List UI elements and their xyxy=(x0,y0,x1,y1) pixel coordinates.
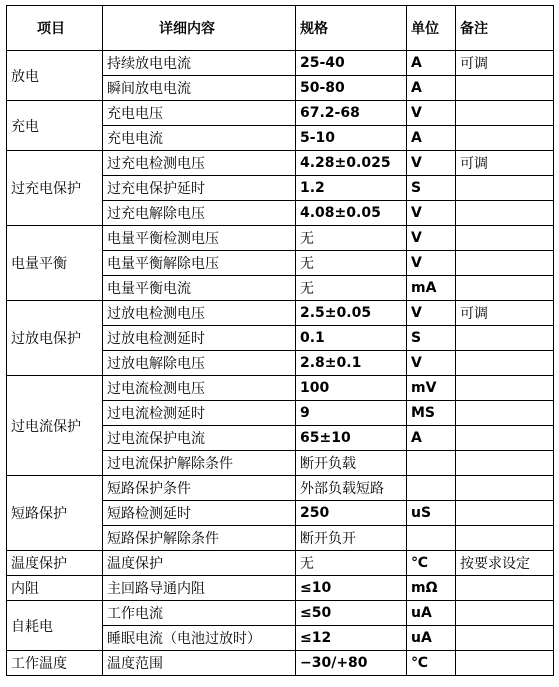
detail-cell: 过电流检测延时 xyxy=(103,401,296,426)
unit-cell: uA xyxy=(407,626,456,651)
table-row xyxy=(7,576,554,601)
spec-cell: 无 xyxy=(296,276,407,301)
table-row xyxy=(7,601,554,626)
note-cell xyxy=(456,376,554,401)
unit-cell xyxy=(407,451,456,476)
group-name-cell: 过放电保护 xyxy=(7,301,103,376)
unit-cell: V xyxy=(407,301,456,326)
detail-cell: 瞬间放电电流 xyxy=(103,76,296,101)
note-cell xyxy=(456,401,554,426)
unit-cell: V xyxy=(407,201,456,226)
unit-cell: A xyxy=(407,126,456,151)
table-row xyxy=(7,51,554,76)
unit-cell: MS xyxy=(407,401,456,426)
spec-cell: 无 xyxy=(296,251,407,276)
note-cell xyxy=(456,451,554,476)
spec-cell: 25-40 xyxy=(296,51,407,76)
spec-table-container xyxy=(6,5,554,676)
header-row xyxy=(7,6,554,51)
detail-cell: 电量平衡解除电压 xyxy=(103,251,296,276)
note-cell xyxy=(456,326,554,351)
unit-cell: V xyxy=(407,226,456,251)
unit-cell: ℃ xyxy=(407,551,456,576)
note-cell xyxy=(456,501,554,526)
group-name-cell: 温度保护 xyxy=(7,551,103,576)
spec-cell: 250 xyxy=(296,501,407,526)
detail-cell: 短路检测延时 xyxy=(103,501,296,526)
detail-cell: 睡眠电流（电池过放时） xyxy=(103,626,296,651)
spec-cell: 断开负开 xyxy=(296,526,407,551)
unit-cell xyxy=(407,526,456,551)
note-cell xyxy=(456,201,554,226)
unit-cell: mΩ xyxy=(407,576,456,601)
unit-cell: S xyxy=(407,326,456,351)
spec-cell: 无 xyxy=(296,551,407,576)
table-row xyxy=(7,151,554,176)
spec-cell: 2.5±0.05 xyxy=(296,301,407,326)
unit-cell: uA xyxy=(407,601,456,626)
detail-cell: 持续放电电流 xyxy=(103,51,296,76)
table-row xyxy=(7,476,554,501)
detail-cell: 短路保护条件 xyxy=(103,476,296,501)
note-cell xyxy=(456,426,554,451)
spec-cell: 50-80 xyxy=(296,76,407,101)
unit-cell: S xyxy=(407,176,456,201)
spec-cell: 1.2 xyxy=(296,176,407,201)
table-row xyxy=(7,651,554,676)
spec-cell: 65±10 xyxy=(296,426,407,451)
group-name-cell: 自耗电 xyxy=(7,601,103,651)
group-name-cell: 充电 xyxy=(7,101,103,151)
note-cell xyxy=(456,251,554,276)
table-row xyxy=(7,226,554,251)
note-cell xyxy=(456,176,554,201)
detail-cell: 电量平衡检测电压 xyxy=(103,226,296,251)
detail-cell: 电量平衡电流 xyxy=(103,276,296,301)
unit-cell: V xyxy=(407,251,456,276)
note-cell xyxy=(456,351,554,376)
detail-cell: 过电流检测电压 xyxy=(103,376,296,401)
detail-cell: 主回路导通内阻 xyxy=(103,576,296,601)
unit-cell xyxy=(407,476,456,501)
group-name-cell: 过充电保护 xyxy=(7,151,103,226)
unit-cell: ℃ xyxy=(407,651,456,676)
note-cell xyxy=(456,126,554,151)
unit-cell: V xyxy=(407,151,456,176)
unit-cell: V xyxy=(407,101,456,126)
spec-cell: 2.8±0.1 xyxy=(296,351,407,376)
spec-cell: 外部负载短路 xyxy=(296,476,407,501)
header-item: 项目 xyxy=(7,6,103,51)
detail-cell: 充电电压 xyxy=(103,101,296,126)
table-header xyxy=(7,6,554,51)
unit-cell: mA xyxy=(407,276,456,301)
unit-cell: mV xyxy=(407,376,456,401)
detail-cell: 过充电保护延时 xyxy=(103,176,296,201)
note-cell xyxy=(456,76,554,101)
group-name-cell: 放电 xyxy=(7,51,103,101)
note-cell xyxy=(456,651,554,676)
group-name-cell: 电量平衡 xyxy=(7,226,103,301)
unit-cell: A xyxy=(407,51,456,76)
spec-cell: 无 xyxy=(296,226,407,251)
note-cell xyxy=(456,526,554,551)
group-name-cell: 短路保护 xyxy=(7,476,103,551)
note-cell: 可调 xyxy=(456,151,554,176)
header-unit: 单位 xyxy=(407,6,456,51)
group-name-cell: 工作温度 xyxy=(7,651,103,676)
table-body xyxy=(7,51,554,676)
note-cell: 可调 xyxy=(456,51,554,76)
unit-cell: A xyxy=(407,76,456,101)
table-row xyxy=(7,551,554,576)
note-cell xyxy=(456,626,554,651)
unit-cell: uS xyxy=(407,501,456,526)
unit-cell: A xyxy=(407,426,456,451)
spec-cell: 5-10 xyxy=(296,126,407,151)
detail-cell: 短路保护解除条件 xyxy=(103,526,296,551)
spec-cell: 4.08±0.05 xyxy=(296,201,407,226)
note-cell xyxy=(456,576,554,601)
note-cell xyxy=(456,276,554,301)
spec-cell: 4.28±0.025 xyxy=(296,151,407,176)
spec-cell: 100 xyxy=(296,376,407,401)
group-name-cell: 内阻 xyxy=(7,576,103,601)
header-detail: 详细内容 xyxy=(103,6,296,51)
header-note: 备注 xyxy=(456,6,554,51)
detail-cell: 过放电检测电压 xyxy=(103,301,296,326)
header-spec: 规格 xyxy=(296,6,407,51)
spec-cell: −30/+80 xyxy=(296,651,407,676)
spec-cell: ≤10 xyxy=(296,576,407,601)
spec-cell: ≤12 xyxy=(296,626,407,651)
detail-cell: 充电电流 xyxy=(103,126,296,151)
table-row xyxy=(7,376,554,401)
detail-cell: 过电流保护解除条件 xyxy=(103,451,296,476)
spec-cell: 断开负载 xyxy=(296,451,407,476)
detail-cell: 过电流保护电流 xyxy=(103,426,296,451)
note-cell xyxy=(456,226,554,251)
battery-spec-table xyxy=(6,5,554,676)
spec-cell: ≤50 xyxy=(296,601,407,626)
note-cell: 可调 xyxy=(456,301,554,326)
table-row xyxy=(7,301,554,326)
unit-cell: V xyxy=(407,351,456,376)
detail-cell: 过放电检测延时 xyxy=(103,326,296,351)
detail-cell: 过放电解除电压 xyxy=(103,351,296,376)
note-cell xyxy=(456,476,554,501)
detail-cell: 温度保护 xyxy=(103,551,296,576)
spec-cell: 0.1 xyxy=(296,326,407,351)
spec-cell: 9 xyxy=(296,401,407,426)
note-cell xyxy=(456,101,554,126)
note-cell: 按要求设定 xyxy=(456,551,554,576)
note-cell xyxy=(456,601,554,626)
detail-cell: 温度范围 xyxy=(103,651,296,676)
detail-cell: 过充电解除电压 xyxy=(103,201,296,226)
spec-cell: 67.2-68 xyxy=(296,101,407,126)
group-name-cell: 过电流保护 xyxy=(7,376,103,476)
detail-cell: 工作电流 xyxy=(103,601,296,626)
detail-cell: 过充电检测电压 xyxy=(103,151,296,176)
table-row xyxy=(7,101,554,126)
